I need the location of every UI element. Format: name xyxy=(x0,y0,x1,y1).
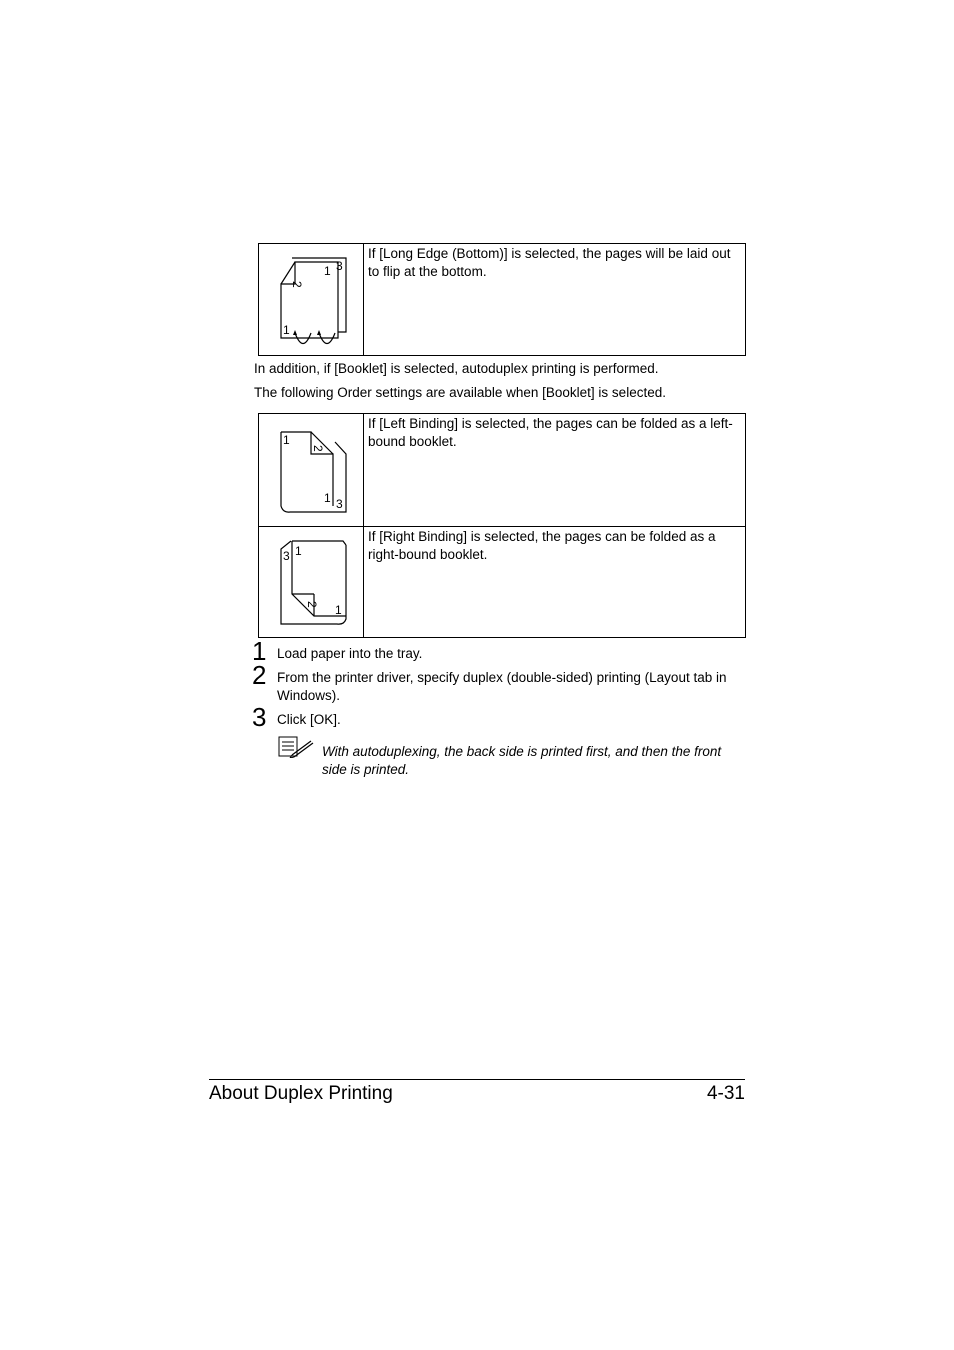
table-row xyxy=(259,414,745,527)
page-label: 3 xyxy=(283,549,290,563)
long-edge-bottom-icon xyxy=(259,244,363,355)
left-binding-illustration xyxy=(259,414,364,526)
table-cell-text: If [Left Binding] is selected, the pages can be folded as a left-bound booklet. xyxy=(368,416,733,449)
page-label: 1 xyxy=(283,433,290,447)
page-label: 3 xyxy=(336,259,343,273)
right-binding-icon xyxy=(259,527,363,637)
paragraph: In addition, if [Booklet] is selected, autoduplex printing is performed. xyxy=(254,361,659,376)
long-edge-table xyxy=(258,243,746,356)
page-label: 1 xyxy=(283,323,290,337)
page-label: 1 xyxy=(295,544,302,558)
table-cell-text: If [Right Binding] is selected, the pages can be folded as a right-bound booklet. xyxy=(368,529,716,562)
footer-divider xyxy=(209,1079,745,1080)
page-label: 2 xyxy=(290,281,304,288)
page-label: 1 xyxy=(324,491,331,505)
page-label: 1 xyxy=(335,603,342,617)
table-row xyxy=(259,527,745,637)
left-binding-icon xyxy=(259,414,363,526)
table-cell-text: If [Long Edge (Bottom)] is selected, the pages will be laid out to flip at the bottom. xyxy=(368,246,731,279)
page-label: 3 xyxy=(336,497,343,511)
note-pencil-icon xyxy=(278,736,314,758)
page-label: 1 xyxy=(324,264,331,278)
step-number: 1 xyxy=(252,636,267,666)
step-number: 3 xyxy=(252,702,267,732)
footer-page-number: 4-31 xyxy=(706,1083,745,1104)
note-text: With autoduplexing, the back side is printed first, and then the front side is printed. xyxy=(322,744,722,777)
page-label: 2 xyxy=(305,601,319,608)
right-binding-illustration xyxy=(259,527,364,637)
footer-section-title: About Duplex Printing xyxy=(209,1083,393,1104)
step-number: 2 xyxy=(252,660,267,690)
step-text: Click [OK]. xyxy=(277,712,341,727)
table-row xyxy=(259,244,745,355)
step-text: From the printer driver, specify duplex (double-sided) printing (Layout tab in Windows). xyxy=(277,670,727,703)
page-label: 2 xyxy=(311,445,325,452)
booklet-table xyxy=(258,413,746,638)
paragraph: The following Order settings are available when [Booklet] is selected. xyxy=(254,385,666,400)
long-edge-bottom-illustration xyxy=(259,244,364,355)
step-text: Load paper into the tray. xyxy=(277,646,423,661)
